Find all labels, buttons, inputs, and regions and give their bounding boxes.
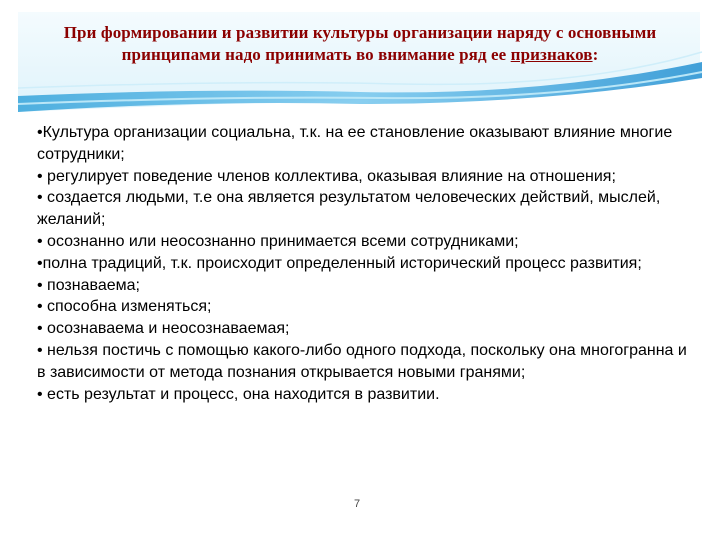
list-item: •Культура организации социальна, т.к. на ее становление оказывают влияние многие сотрудники; (37, 124, 673, 163)
features-list (37, 122, 687, 405)
list-item: • нельзя постичь с помощью какого-либо одного подхода, поскольку она многогранна и в зависимости от метода познания открывается новыми гранями; (37, 341, 687, 381)
list-item: • есть результат и процесс, она находится в развитии. (37, 385, 440, 403)
list-item: • осознаваема и неосознаваемая; (37, 320, 290, 338)
title-suffix: : (592, 45, 599, 64)
title-underlined-word: признаков (510, 45, 593, 64)
list-item: • осознанно или неосознанно принимается всеми сотрудниками; (37, 232, 519, 250)
page-title (40, 22, 680, 66)
title-text: При формировании и развитии культуры организации наряду с основными принципами надо принимать во внимание ряд ее (63, 23, 657, 64)
list-item: • способна изменяться; (37, 298, 212, 316)
page-number: 7 (354, 498, 361, 510)
list-item: • регулирует поведение членов коллектива, оказывая влияние на отношения; (37, 167, 616, 185)
list-item: • создается людьми, т.е она является результатом человеческих действий, мыслей, желаний; (37, 189, 661, 229)
list-item: • познаваема; (37, 276, 140, 294)
list-item: •полна традиций, т.к. происходит определенный исторический процесс развития; (37, 254, 642, 272)
